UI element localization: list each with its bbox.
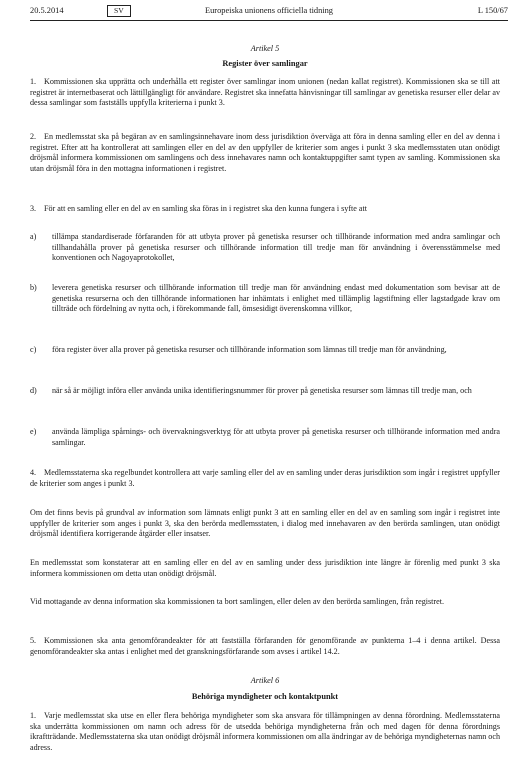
paragraph-4c: En medlemsstat som konstaterar att en samling eller en del av en samling under dess jurisdiktion inte längre är förenlig med punkt 3 ska informera kommissionen om detta utan onödigt dröjsmål.: [30, 558, 500, 578]
language-badge: SV: [107, 5, 131, 17]
list-item: a) tillämpa standardiserade förfaranden för att utbyta prover på genetiska resurser och tillhörande information med andra samlingar och tillhandahålla prover på genetiska resurser och tillhörande information till tredje man för användning i överensstämmelse med konventionen och Nagoyaprotokollet,: [30, 232, 500, 263]
page-header: [30, 6, 508, 20]
paragraph-number: 3.: [30, 204, 37, 213]
list-item: b) leverera genetiska resurser och tillhörande information till tredje man för användning endast med dokumentation som bevisar att de genetiska resurserna och den tillhörande informationen har inhämtats i enlighet med tillämplig lagstiftning eller lagstadgade krav om tillträde och fördelning av nytta och, i förekommande fall, ömsesidigt överenskomna villkor,: [30, 283, 500, 314]
paragraph-4b: Om det finns bevis på grundval av information som lämnats enligt punkt 3 att en samling eller en del av en samling som ingår i registret inte uppfyller de kriterier som anges i punkt 3, ska den berörda medlemsstaten, i dialog med innehavaren av den berörda samlingen, utan onödigt dröjsmål identifiera korrigerande åtgärder eller insatser.: [30, 508, 500, 539]
paragraph-number: 2.: [30, 132, 37, 141]
publication-date: 20.5.2014: [30, 6, 64, 15]
article6-paragraph-1: 1. Varje medlemsstat ska utse en eller flera behöriga myndigheter som ska ansvara för tillämpningen av denna förordning. Medlemsstaterna ska underrätta kommissionen om namn och adress för de utsedda behöriga myndigheterna från och med dagen för denna förordnings ikraftträdande. Medlemsstaterna ska utan onödigt dröjsmål informera kommissionen om alla ändringar av de behöriga myndigheternas namn och adress.: [30, 711, 500, 752]
list-item: c) föra register över alla prover på genetiska resurser och tillhörande information som lämnas till tredje man för användning,: [30, 345, 447, 354]
journal-title: Europeiska unionens officiella tidning: [204, 6, 333, 15]
list-item: d) när så är möjligt införa eller använda unika identifieringsnummer för prover på genetiska resurser som lämnas till tredje man, och: [30, 386, 472, 395]
article-title: Register över samlingar: [222, 59, 308, 68]
paragraph-3: 3. För att en samling eller en del av en samling ska föras in i registret ska den kunna fungera i syfte att: [30, 204, 367, 213]
paragraph-4d: Vid mottagande av denna information ska kommissionen ta bort samlingen, eller delen av den berörda samlingen, från registret.: [30, 597, 444, 606]
header-divider: [30, 20, 508, 21]
article-number: Artikel 6: [250, 676, 280, 685]
paragraph-number: 4.: [30, 468, 37, 477]
article-number: Artikel 5: [250, 44, 280, 53]
paragraph-number: 5.: [30, 636, 37, 645]
paragraph-4: 4. Medlemsstaterna ska regelbundet kontrollera att varje samling eller del av en samling under deras jurisdiktion som ingår i registret uppfyller de kriterier som anges i punkt 3.: [30, 468, 500, 488]
page-reference: L 150/67: [477, 6, 508, 15]
paragraph-2: 2. En medlemsstat ska på begäran av en samlingsinnehavare inom dess jurisdiktion överväga att föra in denna samling eller en del av denna i registret. Efter att ha kontrollerat att samlingen eller en del av den uppfyller de kriterier som anges i punkt 3 ska medlemsstaten utan onödigt dröjsmål informera kommissionen om samlingens och dess innehavares namn och kontaktuppgifter samt typen av samling. Kommissionen ska utan dröjsmål föra in den mottagna informationen i registret.: [30, 132, 500, 173]
list-item: e) använda lämpliga spårnings- och övervakningsverktyg för att utbyta prover på genetiska resurser och tillhörande information med andra samlingar.: [30, 427, 500, 447]
paragraph-1: 1. Kommissionen ska upprätta och underhålla ett register över samlingar inom unionen (nedan kallat registret). Kommissionen ska se till att registret är internetbaserat och lättillgängligt för användare. Registret ska innefatta hänvisningar till samlingar av genetiska resurser eller delar av dessa samlingar som fastställs uppfylla kriterierna i punkt 3.: [30, 77, 500, 108]
article-title: Behöriga myndigheter och kontaktpunkt: [191, 692, 339, 701]
paragraph-number: 1.: [30, 77, 37, 86]
paragraph-number: 1.: [30, 711, 37, 720]
paragraph-5: 5. Kommissionen ska anta genomförandeakter för att fastställa förfaranden för genomförande av punkterna 1–4 i denna artikel. Dessa genomförandeakter ska antas i enlighet med det granskningsförfarande som avses i artikel 14.2.: [30, 636, 500, 656]
